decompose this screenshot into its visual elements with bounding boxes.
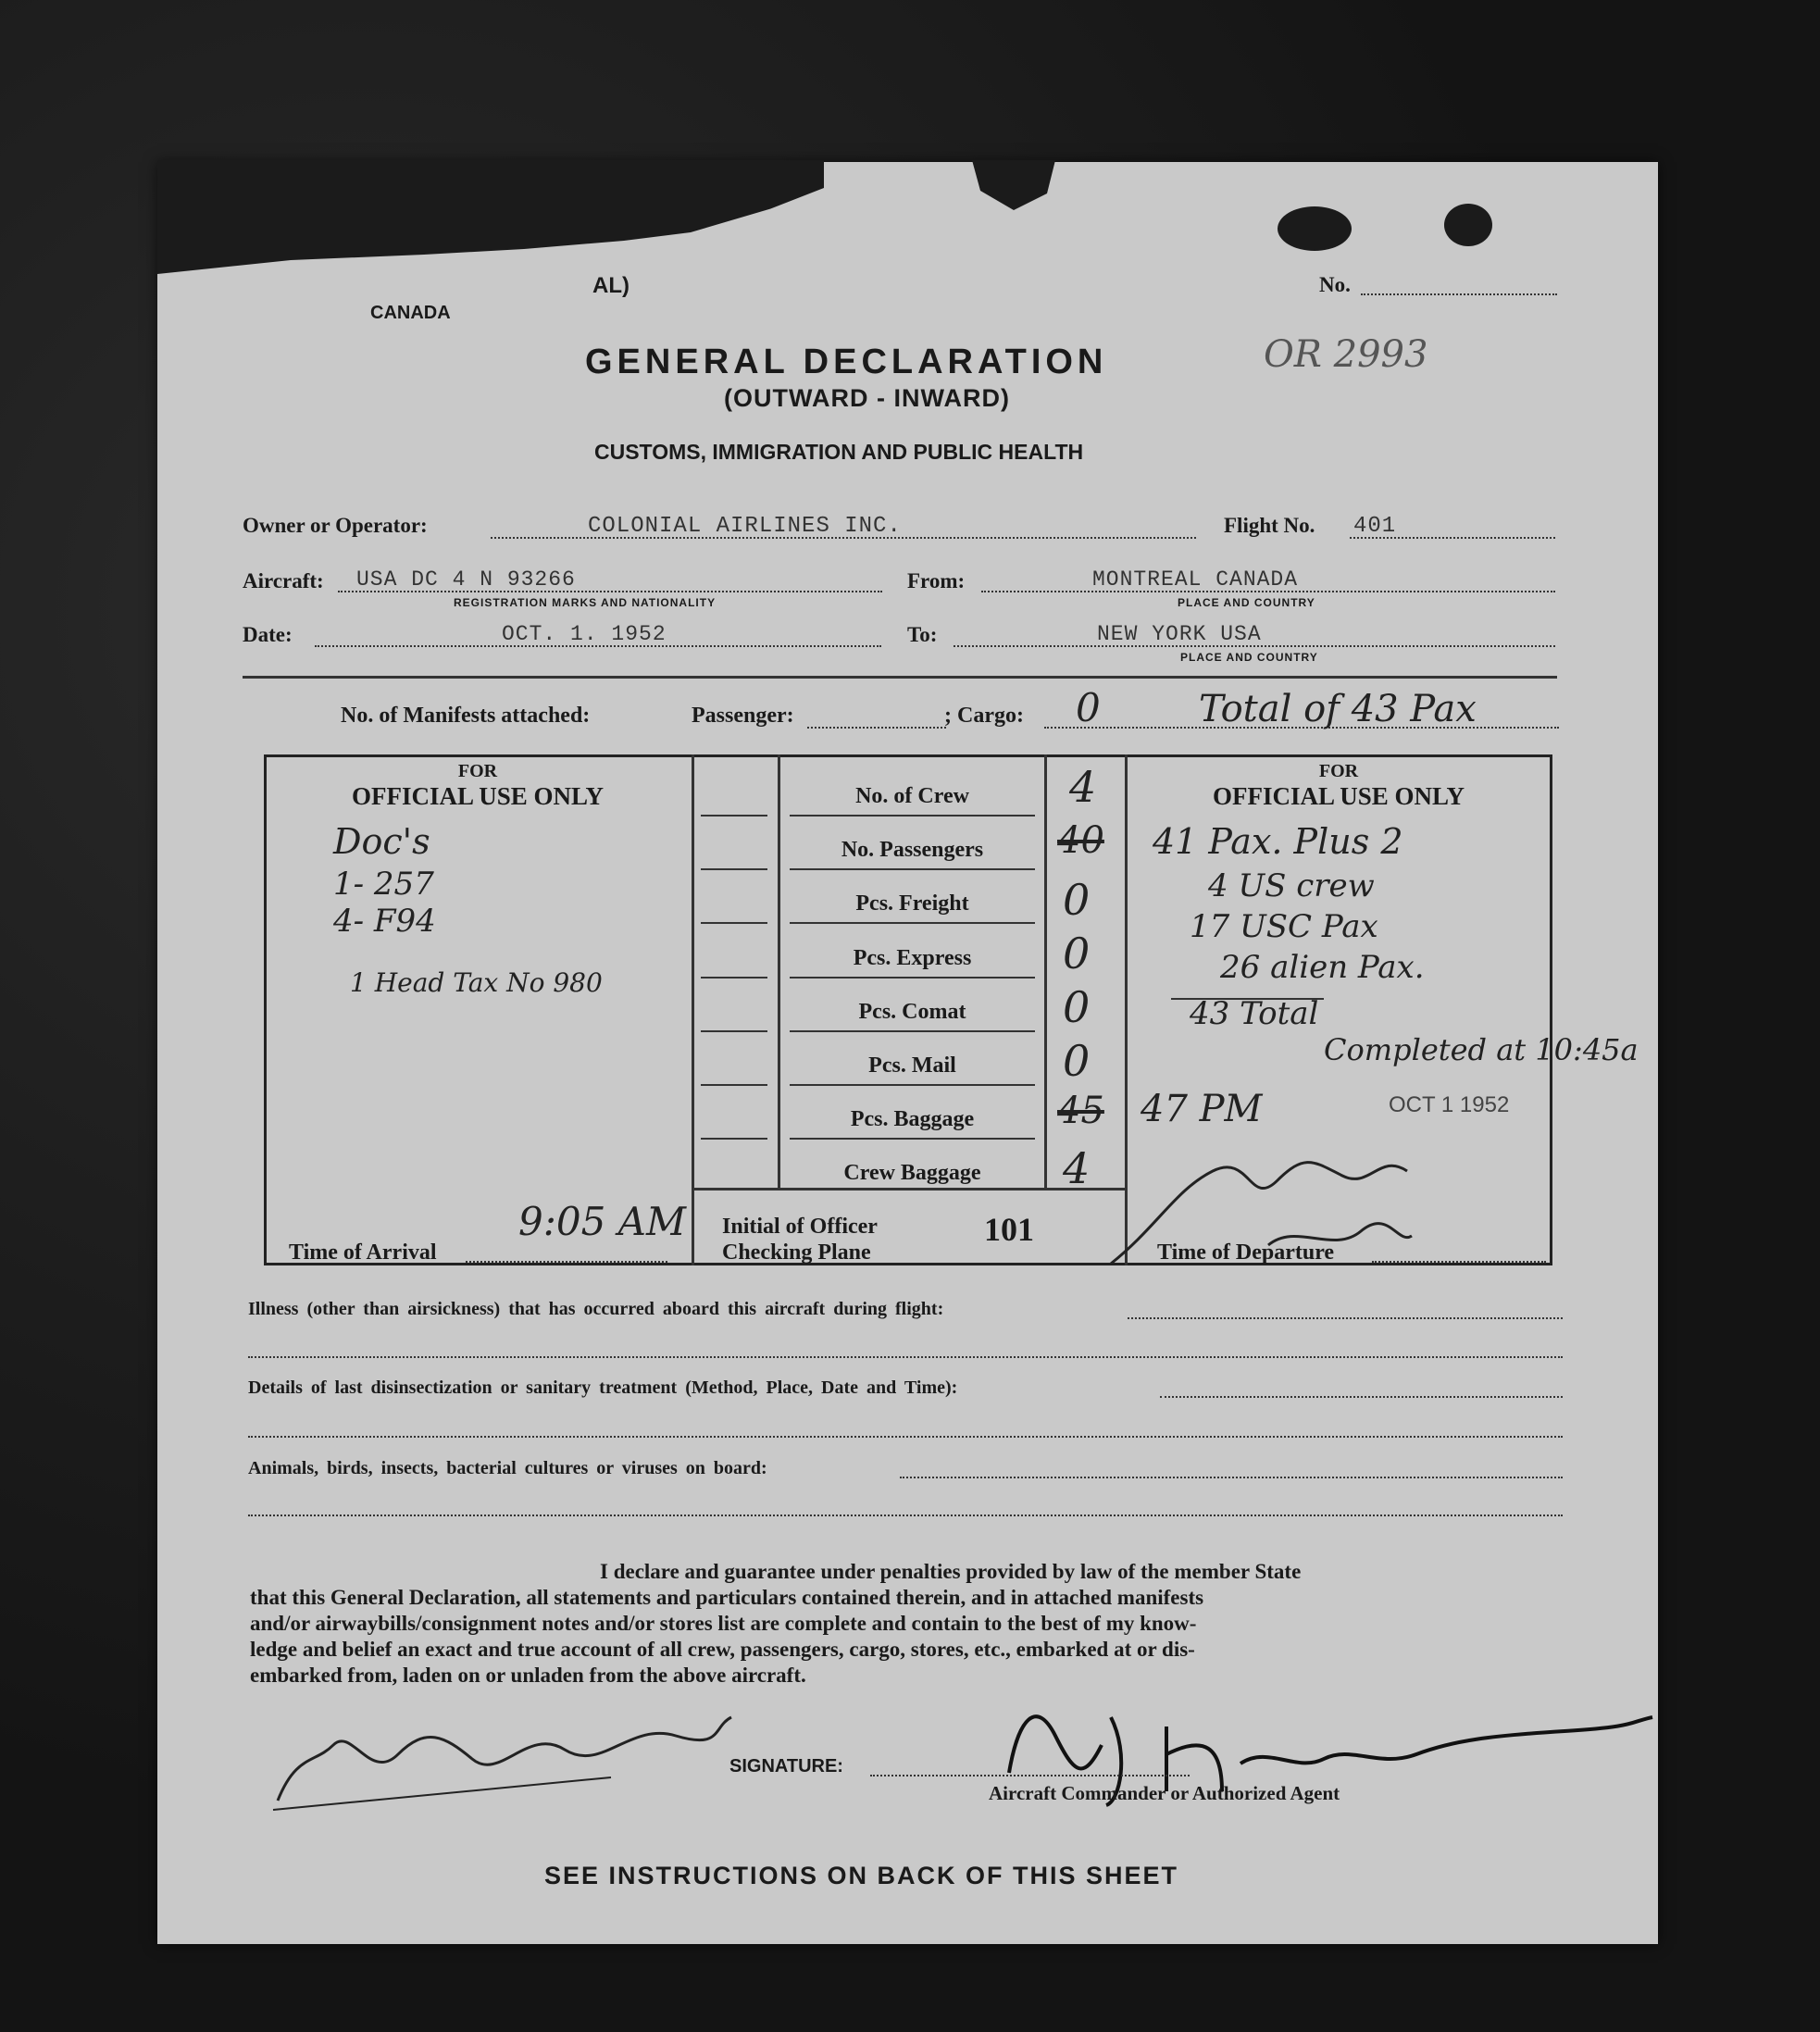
row-line [790, 977, 1035, 979]
row-line [790, 922, 1035, 924]
illness-question: Illness (other than airsickness) that has occurred aboard this aircraft during flight: [248, 1299, 944, 1319]
row-value-passengers: 40 [1057, 819, 1104, 862]
declaration-line: and/or airwaybills/consignment notes and/or stores list are complete and contain to the best of my know- [250, 1612, 1197, 1635]
row-value-freight: 0 [1063, 875, 1091, 925]
left-header: OFFICIAL USE ONLY [351, 782, 605, 810]
aircraft-label: Aircraft: [243, 569, 324, 592]
right-header-for: FOR [1318, 761, 1359, 781]
row-line [790, 868, 1035, 870]
row-line [701, 1030, 767, 1032]
passenger-label: Passenger: [692, 704, 794, 728]
arrival-value: 9:05 AM [518, 1199, 687, 1244]
signature-line [870, 1775, 1190, 1776]
torn-edge [157, 160, 824, 299]
right-header: OFFICIAL USE ONLY [1212, 782, 1465, 810]
departure-line [1372, 1261, 1546, 1263]
row-line [701, 1084, 767, 1086]
answer-line [1128, 1317, 1563, 1319]
from-value: MONTREAL CANADA [1092, 567, 1299, 592]
left-note: 1 Head Tax No 980 [350, 967, 603, 998]
manifests-label: No. of Manifests attached: [341, 704, 591, 728]
row-label-crew: No. of Crew [855, 784, 969, 808]
row-label-comat: Pcs. Comat [858, 1000, 966, 1024]
left-note: 4- F94 [333, 903, 436, 940]
row-line [701, 977, 767, 979]
row-line [790, 1030, 1035, 1032]
left-note: 1- 257 [333, 866, 434, 903]
row-line [701, 922, 767, 924]
date-label: Date: [243, 623, 293, 646]
arrival-line [466, 1261, 667, 1263]
signature-caption: Aircraft Commander or Authorized Agent [989, 1782, 1340, 1804]
left-note: Doc's [333, 821, 430, 862]
number-line [1361, 293, 1557, 295]
baggage-note: 47 PM [1141, 1088, 1263, 1130]
owner-value: COLONIAL AIRLINES INC. [588, 514, 902, 539]
cargo-value: 0 [1076, 685, 1101, 730]
row-line [790, 1084, 1035, 1086]
instructions-footer: SEE INSTRUCTIONS ON BACK OF THIS SHEET [544, 1862, 1179, 1889]
row-line [701, 1138, 767, 1140]
answer-line [248, 1515, 1563, 1516]
row-label-express: Pcs. Express [853, 946, 972, 970]
from-label: From: [907, 569, 966, 592]
file-number: OR 2993 [1264, 333, 1428, 376]
row-label-baggage: Pcs. Baggage [850, 1107, 975, 1131]
completed-note: Completed at 10:45a [1324, 1032, 1639, 1067]
row-line [701, 815, 767, 817]
country-label: CANADA [370, 303, 451, 323]
row-value-mail: 0 [1063, 1036, 1091, 1086]
manifest-note: Total of 43 Pax [1199, 688, 1477, 730]
divider [243, 676, 1557, 679]
date-value: OCT. 1. 1952 [502, 622, 667, 646]
number-label: No. [1319, 273, 1351, 296]
declaration-line: that this General Declaration, all statements and particulars contained therein, and in attached manifests [250, 1586, 1204, 1609]
right-note: 17 USC Pax [1190, 908, 1378, 945]
to-caption: PLACE AND COUNTRY [1180, 651, 1318, 664]
disinsect-question: Details of last disinsectization or sanitary treatment (Method, Place, Date and Time): [248, 1378, 958, 1398]
declaration-line: embarked from, laden on or unladen from the above aircraft. [250, 1664, 806, 1687]
right-note: 43 Total [1190, 995, 1319, 1032]
flight-label: Flight No. [1224, 514, 1315, 537]
declaration-line: ledge and belief an exact and true account of all crew, passengers, cargo, stores, etc., embarked at or dis- [250, 1638, 1195, 1661]
declaration-form [157, 162, 1658, 1944]
flight-value: 401 [1353, 514, 1397, 539]
section-title: CUSTOMS, IMMIGRATION AND PUBLIC HEALTH [594, 440, 1084, 464]
witness-signature [259, 1699, 741, 1819]
right-note: 41 Pax. Plus 2 [1153, 821, 1403, 862]
to-label: To: [907, 623, 938, 646]
row-line [701, 868, 767, 870]
officer-label-2: Checking Plane [722, 1240, 871, 1265]
row-value-comat: 0 [1063, 982, 1091, 1032]
country-fragment: AL) [592, 273, 630, 298]
signature-label: SIGNATURE: [729, 1756, 843, 1776]
form-title: GENERAL DECLARATION [585, 343, 1108, 381]
date-stamp: OCT 1 1952 [1389, 1092, 1510, 1117]
passenger-line [807, 727, 946, 729]
answer-line [900, 1477, 1563, 1478]
answer-line [1160, 1396, 1563, 1398]
paper-hole [1278, 206, 1352, 251]
aircraft-caption: REGISTRATION MARKS AND NATIONALITY [454, 596, 717, 609]
animals-question: Animals, birds, insects, bacterial cultures or viruses on board: [248, 1458, 767, 1478]
row-line [790, 1138, 1035, 1140]
left-header-for: FOR [457, 761, 498, 781]
row-value-crew-baggage: 4 [1063, 1143, 1091, 1193]
row-label-mail: Pcs. Mail [868, 1053, 956, 1078]
answer-line [248, 1436, 1563, 1438]
cargo-label: ; Cargo: [944, 704, 1024, 728]
arrival-label: Time of Arrival [289, 1240, 437, 1265]
torn-edge [972, 160, 1055, 216]
right-note: 4 US crew [1208, 867, 1375, 904]
row-label-passengers: No. Passengers [841, 838, 984, 862]
answer-line [248, 1356, 1563, 1358]
right-note: 26 alien Pax. [1220, 949, 1425, 986]
paper-hole [1444, 204, 1492, 246]
row-value-express: 0 [1063, 929, 1091, 979]
officer-value: 101 [984, 1211, 1034, 1248]
declaration-line: I declare and guarantee under penalties provided by law of the member State [600, 1560, 1302, 1583]
box-divider [1044, 754, 1047, 1190]
to-value: NEW YORK USA [1097, 622, 1262, 646]
owner-label: Owner or Operator: [243, 514, 428, 537]
form-subtitle: (OUTWARD - INWARD) [724, 384, 1010, 412]
aircraft-value: USA DC 4 N 93266 [356, 567, 576, 592]
departure-label: Time of Departure [1157, 1240, 1335, 1265]
from-caption: PLACE AND COUNTRY [1178, 596, 1315, 609]
row-line [790, 815, 1035, 817]
row-label-crew-baggage: Crew Baggage [843, 1161, 981, 1185]
row-label-freight: Pcs. Freight [855, 891, 969, 916]
row-value-crew: 4 [1069, 762, 1097, 812]
officer-label-1: Initial of Officer [722, 1215, 878, 1239]
row-value-baggage: 45 [1057, 1090, 1104, 1132]
